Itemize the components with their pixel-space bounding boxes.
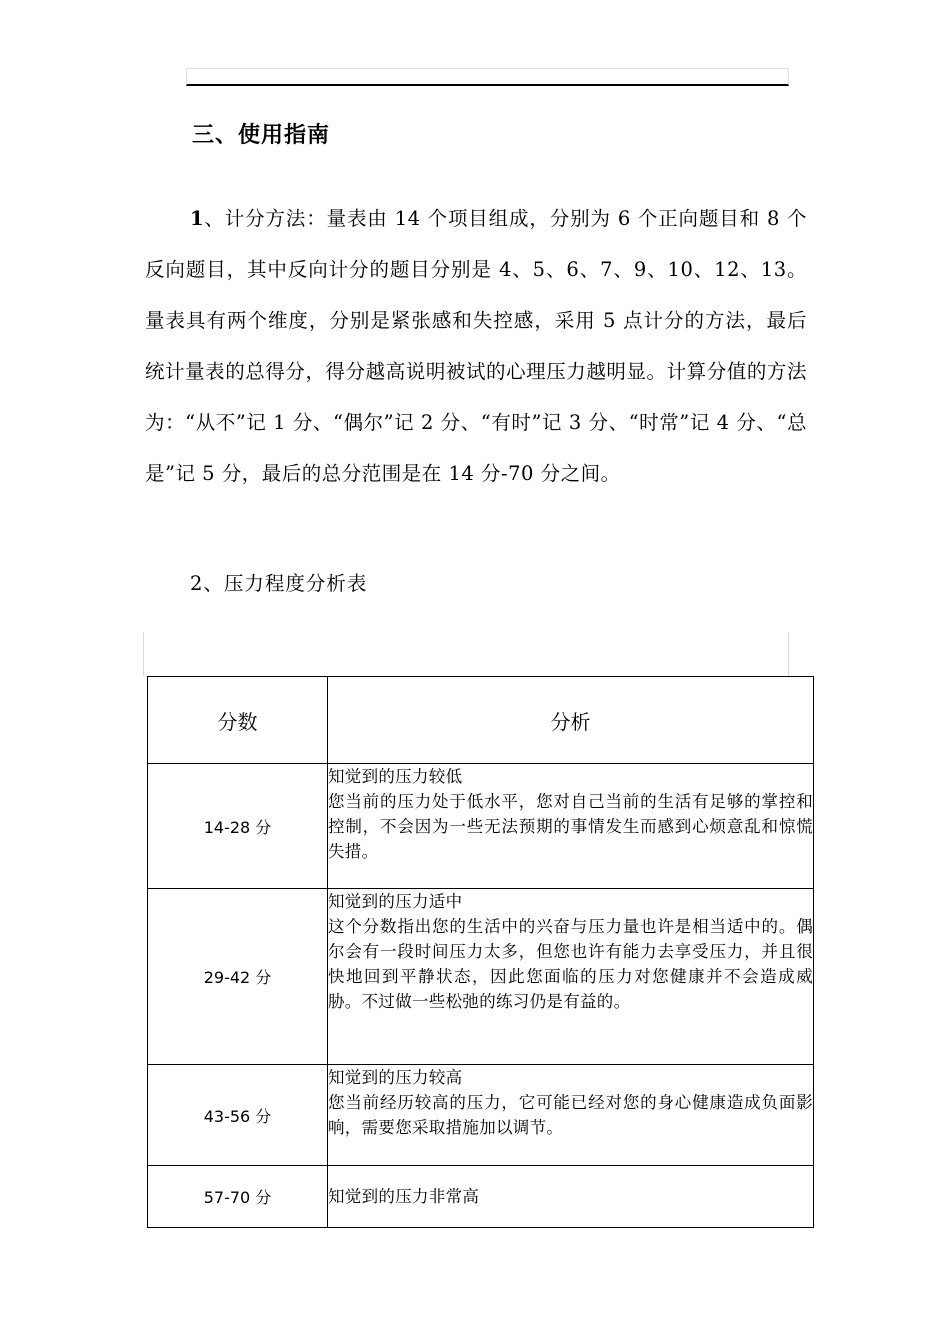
scoring-method-paragraph (145, 193, 807, 499)
analysis-cell (328, 764, 814, 889)
table-row (148, 889, 814, 1065)
section-heading: 三、使用指南 (192, 123, 331, 148)
stress-level-label: 知觉到的压力适中 (328, 892, 463, 911)
score-cell: 43-56 分 (148, 1065, 328, 1166)
table-row (148, 1065, 814, 1166)
frame-line-left (143, 632, 144, 676)
analysis-cell (328, 1166, 814, 1228)
stress-level-detail: 这个分数指出您的生活中的兴奋与压力量也许是相当适中的。偶尔会有一段时间压力太多，但您也许有能力去享受压力，并且很快地回到平静状态，因此您面临的压力对您健康并不会造成威胁。不过做一些松弛的练习仍是有益的。 (328, 917, 813, 1011)
table-row (148, 764, 814, 889)
page-header-rule (186, 68, 789, 86)
header-score: 分数 (148, 677, 328, 764)
stress-level-detail: 您当前的压力处于低水平，您对自己当前的生活有足够的掌控和控制，不会因为一些无法预期的事情发生而感到心烦意乱和惊慌失措。 (328, 792, 813, 861)
stress-level-label: 知觉到的压力非常高 (328, 1187, 480, 1206)
stress-level-label: 知觉到的压力较低 (328, 767, 463, 786)
analysis-cell (328, 889, 814, 1065)
frame-line-right (788, 632, 789, 676)
header-analysis: 分析 (328, 677, 814, 764)
scoring-method-text: 、计分方法：量表由 14 个项目组成，分别为 6 个正向题目和 8 个反向题目，其中反向计分的题目分别是 4、5、6、7、9、10、12、13。量表具有两个维度，分别是紧张感和失控感，采用 5 点计分的方法，最后统计量表的总得分，得分越高说明被试的心理压力越明显。计算分值的方法为：“从不”记 1 分、“偶尔”记 2 分、“有时”记 3 分、“时常”记 4 分、“总是”记 5 分，最后的总分范围是在 14 分-70 分之间。 (145, 207, 807, 485)
score-cell: 29-42 分 (148, 889, 328, 1065)
analysis-cell (328, 1065, 814, 1166)
stress-level-detail: 您当前经历较高的压力，它可能已经对您的身心健康造成负面影响，需要您采取措施加以调节。 (328, 1093, 813, 1137)
table-header-row (148, 677, 814, 764)
stress-analysis-table (147, 676, 814, 1228)
score-cell: 57-70 分 (148, 1166, 328, 1228)
scoring-item-number: 1 (190, 207, 205, 230)
score-cell: 14-28 分 (148, 764, 328, 889)
analysis-table-heading: 2、压力程度分析表 (190, 572, 368, 595)
table-row (148, 1166, 814, 1228)
stress-level-label: 知觉到的压力较高 (328, 1068, 463, 1087)
